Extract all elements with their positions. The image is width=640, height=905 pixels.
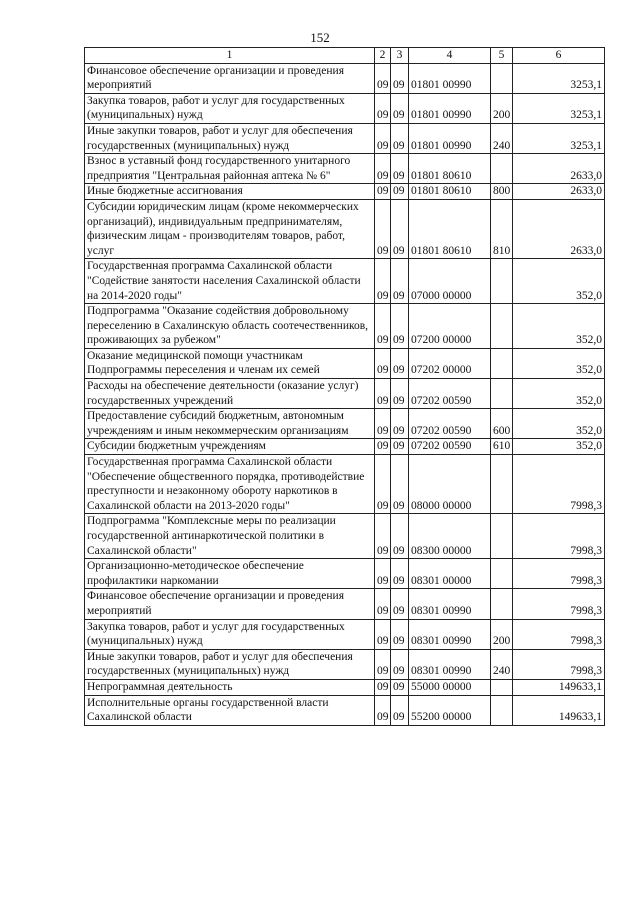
expense-type-cell <box>491 379 513 409</box>
amount-cell: 352,0 <box>513 409 605 439</box>
section-cell: 09 <box>375 409 391 439</box>
expense-type-cell: 610 <box>491 439 513 455</box>
header-cell: 2 <box>375 48 391 64</box>
expense-type-cell <box>491 679 513 695</box>
amount-cell: 7998,3 <box>513 455 605 514</box>
amount-cell: 7998,3 <box>513 514 605 559</box>
amount-cell: 352,0 <box>513 439 605 455</box>
subsection-cell: 09 <box>391 154 409 184</box>
row-name-cell: Расходы на обеспечение деятельности (оказание услуг) государственных учреждений <box>85 379 375 409</box>
target-article-cell: 07000 00000 <box>409 259 491 304</box>
row-name-cell: Иные закупки товаров, работ и услуг для обеспечения государственных (муниципальных) нужд <box>85 123 375 153</box>
subsection-cell: 09 <box>391 439 409 455</box>
subsection-cell: 09 <box>391 559 409 589</box>
row-name-cell: Государственная программа Сахалинской области "Содействие занятости населения Сахалинской области на 2014-2020 годы" <box>85 259 375 304</box>
target-article-cell: 08301 00990 <box>409 589 491 619</box>
section-cell: 09 <box>375 63 391 93</box>
target-article-cell: 55200 00000 <box>409 695 491 725</box>
section-cell: 09 <box>375 93 391 123</box>
amount-cell: 7998,3 <box>513 619 605 649</box>
row-name-cell: Закупка товаров, работ и услуг для государственных (муниципальных) нужд <box>85 619 375 649</box>
row-name-cell: Субсидии бюджетным учреждениям <box>85 439 375 455</box>
section-cell: 09 <box>375 123 391 153</box>
amount-cell: 3253,1 <box>513 93 605 123</box>
row-name-cell: Взнос в уставный фонд государственного унитарного предприятия "Центральная районная аптека № 6" <box>85 154 375 184</box>
table-row <box>85 695 605 725</box>
amount-cell: 3253,1 <box>513 63 605 93</box>
table-row <box>85 455 605 514</box>
subsection-cell: 09 <box>391 695 409 725</box>
subsection-cell: 09 <box>391 589 409 619</box>
table-row <box>85 679 605 695</box>
target-article-cell: 08300 00000 <box>409 514 491 559</box>
table-row <box>85 199 605 258</box>
row-name-cell: Непрограммная деятельность <box>85 679 375 695</box>
amount-cell: 3253,1 <box>513 123 605 153</box>
target-article-cell: 07202 00590 <box>409 439 491 455</box>
subsection-cell: 09 <box>391 514 409 559</box>
target-article-cell: 55000 00000 <box>409 679 491 695</box>
target-article-cell: 01801 00990 <box>409 123 491 153</box>
table-row <box>85 379 605 409</box>
table-row <box>85 619 605 649</box>
section-cell: 09 <box>375 619 391 649</box>
expense-type-cell <box>491 589 513 619</box>
expense-type-cell <box>491 455 513 514</box>
target-article-cell: 01801 00990 <box>409 63 491 93</box>
target-article-cell: 08301 00990 <box>409 649 491 679</box>
amount-cell: 352,0 <box>513 348 605 378</box>
row-name-cell: Оказание медицинской помощи участникам Подпрограммы переселения и членам их семей <box>85 348 375 378</box>
section-cell: 09 <box>375 199 391 258</box>
table-row <box>85 304 605 349</box>
row-name-cell: Субсидии юридическим лицам (кроме некоммерческих организаций), индивидуальным предпринимателям, физическим лицам - производителям товаров, работ, услуг <box>85 199 375 258</box>
amount-cell: 7998,3 <box>513 649 605 679</box>
section-cell: 09 <box>375 348 391 378</box>
table-row <box>85 259 605 304</box>
section-cell: 09 <box>375 559 391 589</box>
subsection-cell: 09 <box>391 649 409 679</box>
target-article-cell: 01801 80610 <box>409 199 491 258</box>
subsection-cell: 09 <box>391 304 409 349</box>
header-cell: 4 <box>409 48 491 64</box>
subsection-cell: 09 <box>391 619 409 649</box>
row-name-cell: Исполнительные органы государственной власти Сахалинской области <box>85 695 375 725</box>
amount-cell: 2633,0 <box>513 184 605 200</box>
expense-type-cell <box>491 304 513 349</box>
section-cell: 09 <box>375 379 391 409</box>
header-cell: 5 <box>491 48 513 64</box>
subsection-cell: 09 <box>391 348 409 378</box>
section-cell: 09 <box>375 649 391 679</box>
table-row <box>85 589 605 619</box>
subsection-cell: 09 <box>391 259 409 304</box>
target-article-cell: 01801 00990 <box>409 93 491 123</box>
subsection-cell: 09 <box>391 199 409 258</box>
amount-cell: 352,0 <box>513 379 605 409</box>
header-cell: 6 <box>513 48 605 64</box>
amount-cell: 352,0 <box>513 259 605 304</box>
header-cell: 3 <box>391 48 409 64</box>
subsection-cell: 09 <box>391 455 409 514</box>
row-name-cell: Организационно-методическое обеспечение профилактики наркомании <box>85 559 375 589</box>
amount-cell: 352,0 <box>513 304 605 349</box>
amount-cell: 7998,3 <box>513 559 605 589</box>
subsection-cell: 09 <box>391 679 409 695</box>
row-name-cell: Подпрограмма "Комплексные меры по реализации государственной антинаркотической политики в Сахалинской области" <box>85 514 375 559</box>
row-name-cell: Иные бюджетные ассигнования <box>85 184 375 200</box>
expense-type-cell <box>491 63 513 93</box>
target-article-cell: 08301 00000 <box>409 559 491 589</box>
expense-type-cell: 200 <box>491 93 513 123</box>
table-row <box>85 93 605 123</box>
section-cell: 09 <box>375 679 391 695</box>
amount-cell: 7998,3 <box>513 589 605 619</box>
target-article-cell: 08301 00990 <box>409 619 491 649</box>
subsection-cell: 09 <box>391 379 409 409</box>
amount-cell: 2633,0 <box>513 199 605 258</box>
expense-type-cell <box>491 259 513 304</box>
expense-type-cell: 810 <box>491 199 513 258</box>
subsection-cell: 09 <box>391 63 409 93</box>
section-cell: 09 <box>375 695 391 725</box>
expense-type-cell: 200 <box>491 619 513 649</box>
header-cell: 1 <box>85 48 375 64</box>
subsection-cell: 09 <box>391 409 409 439</box>
target-article-cell: 08000 00000 <box>409 455 491 514</box>
amount-cell: 149633,1 <box>513 679 605 695</box>
header-row <box>85 48 605 64</box>
expense-type-cell <box>491 348 513 378</box>
expense-type-cell: 240 <box>491 649 513 679</box>
table-row <box>85 409 605 439</box>
target-article-cell: 07202 00590 <box>409 409 491 439</box>
amount-cell: 149633,1 <box>513 695 605 725</box>
section-cell: 09 <box>375 589 391 619</box>
table-row <box>85 514 605 559</box>
page-number: 152 <box>310 30 330 45</box>
row-name-cell: Закупка товаров, работ и услуг для государственных (муниципальных) нужд <box>85 93 375 123</box>
section-cell: 09 <box>375 439 391 455</box>
target-article-cell: 01801 80610 <box>409 154 491 184</box>
section-cell: 09 <box>375 184 391 200</box>
subsection-cell: 09 <box>391 184 409 200</box>
row-name-cell: Подпрограмма "Оказание содействия добровольному переселению в Сахалинскую область соотечественников, проживающих за рубежом" <box>85 304 375 349</box>
table-row <box>85 184 605 200</box>
expense-type-cell <box>491 695 513 725</box>
subsection-cell: 09 <box>391 93 409 123</box>
table-row <box>85 63 605 93</box>
row-name-cell: Предоставление субсидий бюджетным, автономным учреждениям и иным некоммерческим организациям <box>85 409 375 439</box>
target-article-cell: 01801 80610 <box>409 184 491 200</box>
table-row <box>85 123 605 153</box>
section-cell: 09 <box>375 304 391 349</box>
row-name-cell: Финансовое обеспечение организации и проведения мероприятий <box>85 63 375 93</box>
row-name-cell: Государственная программа Сахалинской области "Обеспечение общественного порядка, противодействие преступности и незаконному обороту наркотиков в Сахалинской области на 2013-2020 годы" <box>85 455 375 514</box>
table-row <box>85 439 605 455</box>
expense-type-cell: 240 <box>491 123 513 153</box>
target-article-cell: 07200 00000 <box>409 304 491 349</box>
section-cell: 09 <box>375 514 391 559</box>
expense-type-cell <box>491 559 513 589</box>
expense-type-cell <box>491 514 513 559</box>
amount-cell: 2633,0 <box>513 154 605 184</box>
section-cell: 09 <box>375 455 391 514</box>
expense-type-cell <box>491 154 513 184</box>
row-name-cell: Иные закупки товаров, работ и услуг для обеспечения государственных (муниципальных) нужд <box>85 649 375 679</box>
expense-type-cell: 800 <box>491 184 513 200</box>
table-row <box>85 649 605 679</box>
section-cell: 09 <box>375 154 391 184</box>
table-row <box>85 154 605 184</box>
table-row <box>85 559 605 589</box>
expense-type-cell: 600 <box>491 409 513 439</box>
table-row <box>85 348 605 378</box>
budget-table <box>84 47 605 726</box>
target-article-cell: 07202 00000 <box>409 348 491 378</box>
section-cell: 09 <box>375 259 391 304</box>
row-name-cell: Финансовое обеспечение организации и проведения мероприятий <box>85 589 375 619</box>
target-article-cell: 07202 00590 <box>409 379 491 409</box>
subsection-cell: 09 <box>391 123 409 153</box>
